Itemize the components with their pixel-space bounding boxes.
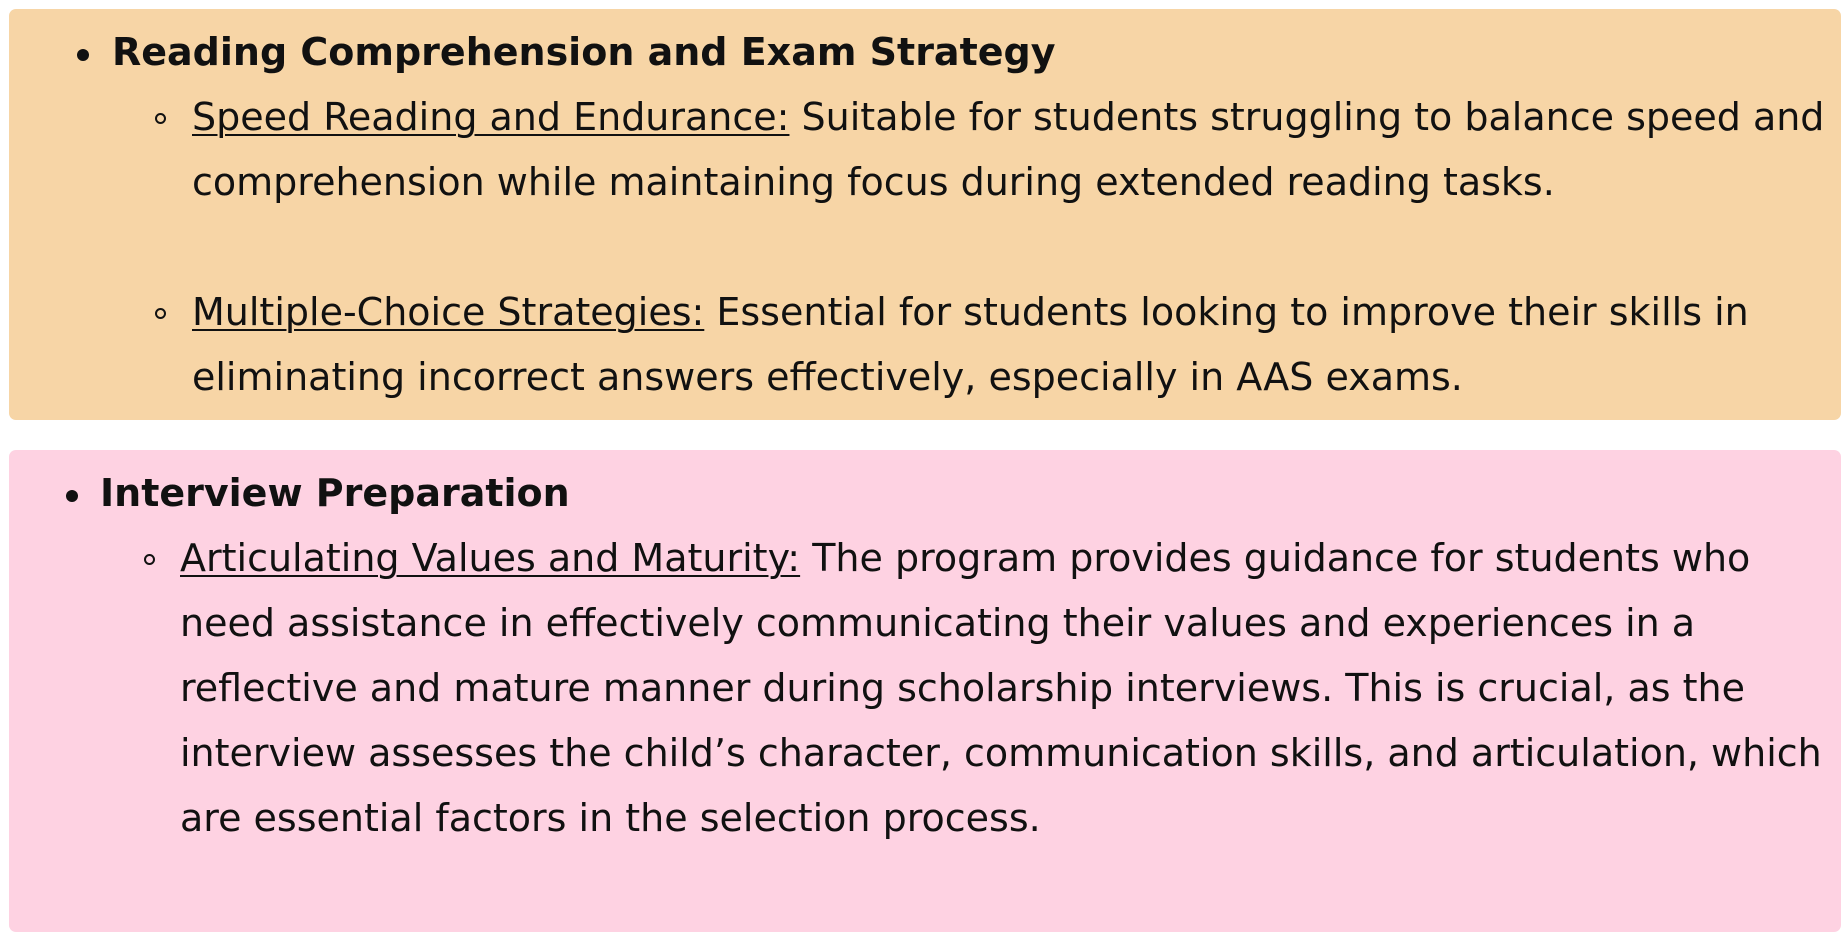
disc-bullet-icon bbox=[66, 490, 78, 502]
section-title-interview: Interview Preparation bbox=[100, 471, 570, 515]
item-label-articulating-values: Articulating Values and Maturity: bbox=[180, 536, 801, 580]
item-text-speed-reading: Suitable for students struggling to balance speed and comprehension while maintaining focus during extended reading tasks. bbox=[192, 95, 1825, 204]
disc-bullet-icon bbox=[77, 49, 89, 61]
circle-bullet-icon bbox=[144, 554, 155, 565]
item-text-multiple-choice: Essential for students looking to improve their skills in eliminating incorrect answers effectively, especially in AAS exams. bbox=[192, 290, 1749, 399]
item-label-speed-reading: Speed Reading and Endurance: bbox=[192, 95, 790, 139]
item-label-multiple-choice: Multiple-Choice Strategies: bbox=[192, 290, 705, 334]
section-title-reading: Reading Comprehension and Exam Strategy bbox=[112, 30, 1056, 74]
list-item-speed-reading bbox=[192, 85, 1837, 215]
list-item-articulating-values bbox=[180, 526, 1837, 851]
item-text-articulating-values: The program provides guidance for students who need assistance in effectively communicating their values and experiences in a reflective and mature manner during scholarship interviews. This is crucial, as the interview assesses the child’s character, communication skills, and articulation, which are essential factors in the selection process. bbox=[180, 536, 1822, 840]
circle-bullet-icon bbox=[155, 113, 166, 124]
interview-preparation-panel bbox=[9, 450, 1841, 932]
list-item-multiple-choice bbox=[192, 280, 1837, 410]
reading-comprehension-panel bbox=[9, 9, 1841, 420]
circle-bullet-icon bbox=[155, 308, 166, 319]
